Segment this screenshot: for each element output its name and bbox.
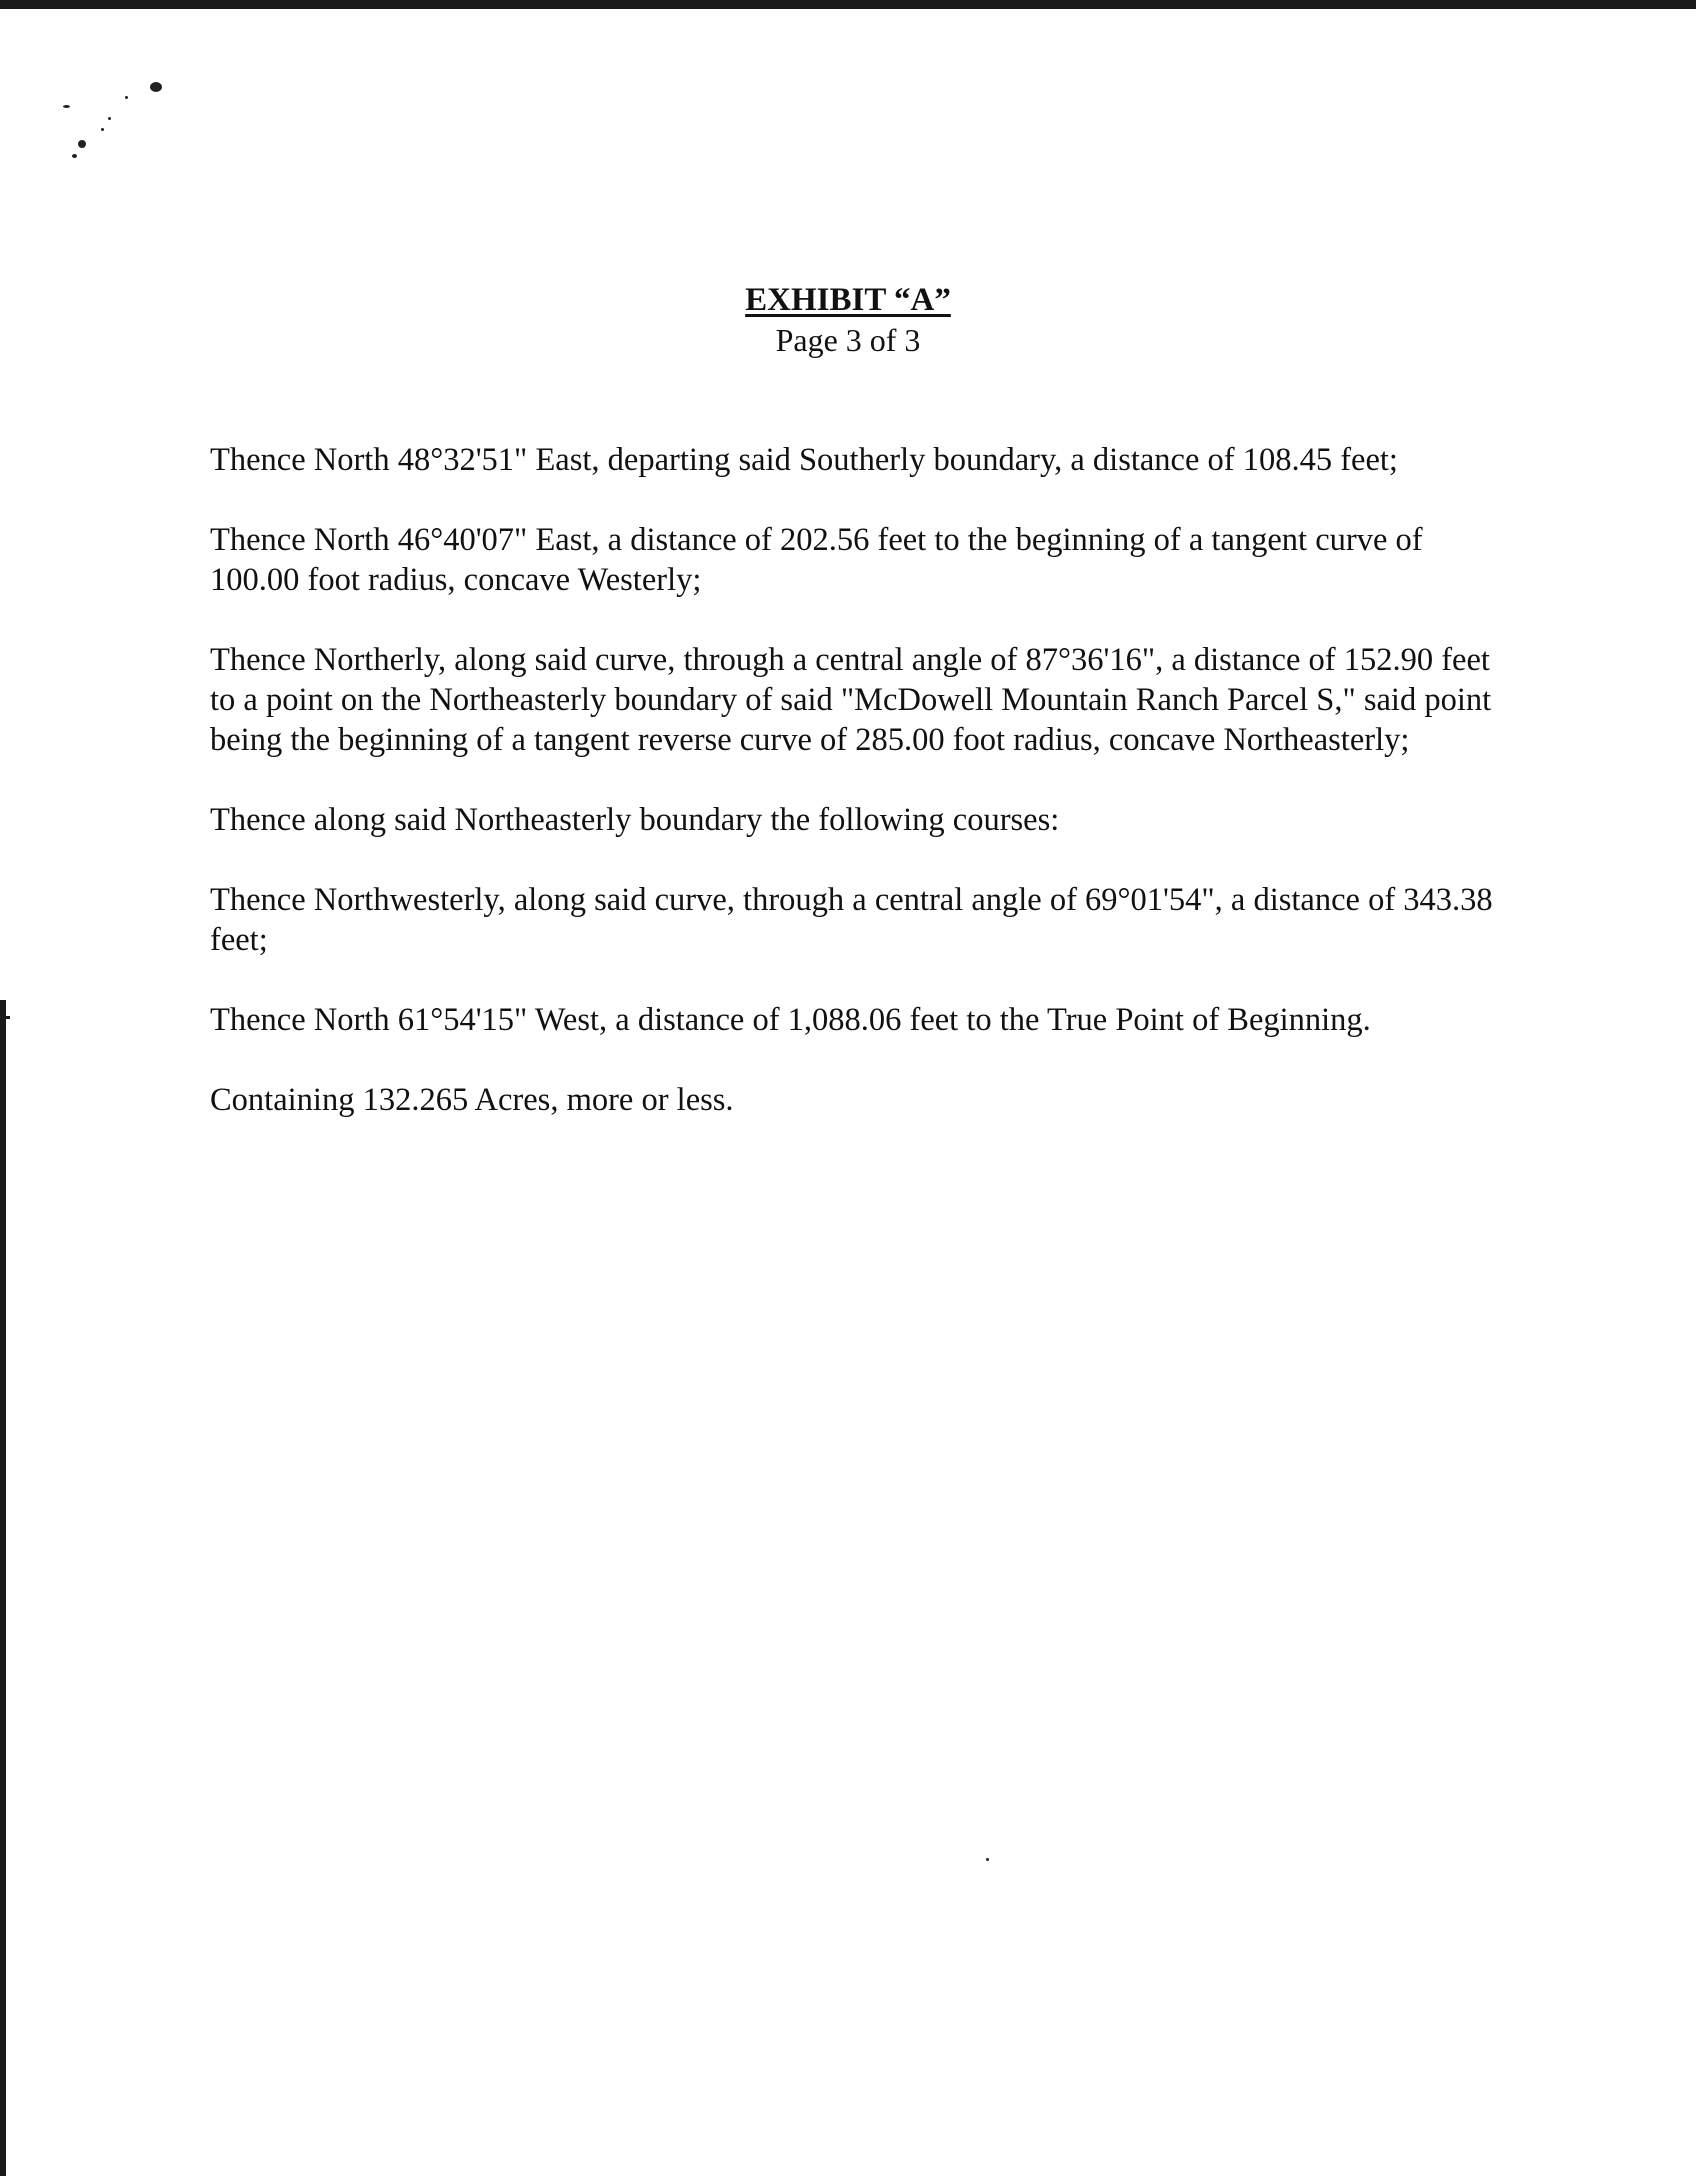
scan-speck [108, 117, 111, 120]
exhibit-title: EXHIBIT “A” [745, 282, 951, 318]
course-paragraph: Thence North 48°32'51" East, departing said Southerly boundary, a distance of 108.45 feet; [210, 442, 1398, 478]
scan-speck [986, 1858, 989, 1861]
scan-speck [72, 154, 77, 158]
scan-speck [150, 82, 162, 92]
course-paragraph: Thence Northerly, along said curve, through a central angle of 87°36'16", a distance of 152.90 feet to a point on the Northeasterly boundary of said "McDowell Mountain Ranch Parcel S," said point being the beginning of a tangent reverse curve of 285.00 foot radius, concave Northeasterly; [210, 642, 1492, 758]
course-paragraph: Thence Northwesterly, along said curve, through a central angle of 69°01'54", a distance of 343.38 feet; [210, 882, 1493, 958]
scan-speck [101, 128, 104, 131]
scan-speck [78, 140, 86, 148]
scan-top-edge [0, 0, 1696, 9]
legal-description [210, 440, 1510, 1160]
course-paragraph: Thence North 46°40'07" East, a distance of 202.56 feet to the beginning of a tangent curve of 100.00 foot radius, concave Westerly; [210, 522, 1423, 598]
acreage-statement: Containing 132.265 Acres, more or less. [210, 1082, 734, 1118]
scan-left-tick [0, 1016, 10, 1019]
scan-speck [125, 96, 128, 99]
course-paragraph: Thence North 61°54'15" West, a distance of 1,088.06 feet to the True Point of Beginning. [210, 1002, 1371, 1038]
page-number: Page 3 of 3 [775, 322, 921, 358]
course-paragraph: Thence along said Northeasterly boundary the following courses: [210, 802, 1060, 838]
scan-left-edge [0, 1000, 6, 2176]
scan-speck [63, 105, 70, 108]
